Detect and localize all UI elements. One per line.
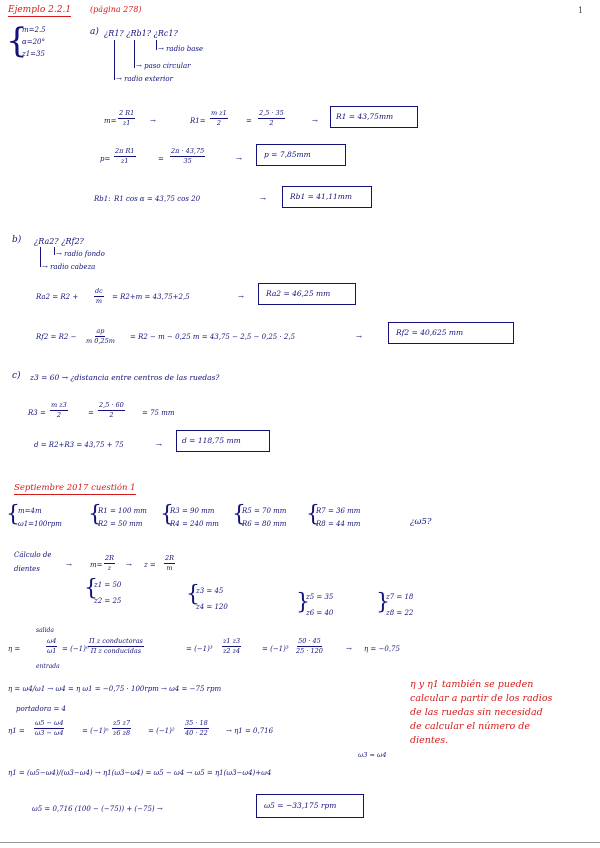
ratio-fraction [46, 638, 57, 654]
tree-item-radio-base: → radio base [158, 45, 204, 53]
ratio-product-num: Π z conductoras [89, 637, 143, 645]
given-module: m=2.5 [22, 26, 46, 34]
z-formula-num: 2R [105, 554, 115, 562]
rf-fraction-den: m 0,25m [86, 336, 115, 345]
ratio-product-den: Π z conducidas [90, 646, 142, 655]
eta1-fraction-den: ω3 − ω4 [35, 728, 64, 737]
tree-item-radio-fondo: → radio fondo [56, 250, 105, 258]
teeth-z2: z2 = 25 [94, 597, 122, 605]
ratio-eq2: = (−1)³ [262, 645, 289, 653]
ra-rhs: = R2+m = 43,75+2,5 [112, 293, 190, 301]
arrow: → [156, 441, 162, 449]
arrow: → [260, 195, 266, 203]
radius-r1: R1 = 100 mm [98, 507, 147, 515]
teeth-z8: z8 = 22 [386, 609, 414, 617]
arrow: → [66, 561, 72, 569]
ex2-given-omega: ω1=100rpm [18, 520, 62, 528]
r1-values-num: 2,5 · 35 [259, 109, 284, 117]
tree-line-b2 [54, 247, 55, 255]
tree-item-radio-cabeza: → radio cabeza [42, 263, 96, 271]
red-note-line-3: de las ruedas sin necesidad [410, 707, 543, 718]
ratio-product-fraction [88, 638, 144, 654]
ex2-question: ¿ω5? [410, 517, 432, 527]
r1-values-den: 2 [269, 118, 274, 127]
r-brace-1: { [88, 502, 102, 527]
p-values-fraction [170, 148, 205, 164]
planetary-label: portadora = 4 [16, 705, 67, 713]
ratio-z-num: z1 z3 [223, 637, 241, 645]
r3-values-fraction [98, 402, 125, 418]
radius-r6: R6 = 80 mm [242, 520, 287, 528]
tree-line-b [40, 247, 41, 267]
teeth-z4: z4 = 120 [196, 603, 228, 611]
calc-teeth-label [14, 548, 54, 576]
given-teeth: z1=35 [22, 50, 45, 58]
radius-r2: R2 = 50 mm [98, 520, 143, 528]
rf-result: Rf2 = 40,625 mm [396, 328, 464, 337]
p-lhs: p= [100, 155, 111, 163]
radius-r8: R8 = 44 mm [316, 520, 361, 528]
page-number: 1 [578, 6, 584, 15]
z-formula-lhs: m= [90, 561, 103, 569]
r-brace-2: { [160, 502, 174, 527]
ratio-values-fraction [296, 638, 323, 654]
calc-teeth-text: Cálculo de dientes [14, 551, 52, 573]
rb-result: Rb1 = 41,11mm [290, 192, 352, 201]
r-brace-3: { [232, 502, 246, 527]
givens-brace: { [6, 21, 28, 61]
z-solved-fraction [164, 555, 175, 571]
radius-r4: R4 = 240 mm [170, 520, 219, 528]
eta1-eq: = (−1)² [148, 727, 175, 735]
entrada-label: entrada [36, 663, 60, 670]
salida-label: salida [36, 627, 54, 634]
arrow: → [236, 155, 242, 163]
omega4-line: η = ω4/ω1 → ω4 = η ω1 = −0,75 · 100rpm → ω4 = −75 rpm [8, 685, 222, 693]
teeth-z7: z7 = 18 [386, 593, 414, 601]
tree-line-a [114, 40, 115, 80]
eta1-values-fraction [184, 720, 209, 736]
part-c-label: c) [12, 371, 21, 381]
ex2-given-module: m=4m [18, 507, 42, 515]
radius-r3: R3 = 90 mm [170, 507, 215, 515]
eta1-result: → η1 = 0,716 [226, 727, 274, 735]
m-fraction [118, 110, 135, 126]
ra-fraction-den: m [95, 296, 102, 305]
m-equation-lhs: m= [104, 117, 117, 125]
tree-line-a2 [134, 40, 135, 68]
eta1-z-den: z6 z8 [113, 728, 131, 737]
teeth-z1: z1 = 50 [94, 581, 122, 589]
z-brace-3: } [296, 590, 310, 615]
teeth-z6: z6 = 40 [306, 609, 334, 617]
eta1-fraction-num: ω5 − ω4 [35, 719, 64, 727]
z-solved-den: m [166, 563, 173, 572]
ex2-givens-brace: { [6, 502, 20, 527]
tree-item-radio-ext: → radio exterior [116, 75, 173, 83]
r-brace-4: { [306, 502, 320, 527]
rf-fraction-num: ap [96, 327, 105, 335]
tree-item-paso: → paso circular [136, 62, 191, 70]
r1-fraction-num: m z1 [211, 109, 227, 117]
p-values-den: 35 [183, 156, 192, 165]
z-brace-1: { [84, 576, 98, 601]
p-values-num: 2π · 43,75 [171, 147, 205, 155]
r1-lhs: R1= [190, 117, 206, 125]
r3-lhs: R3 = [28, 409, 46, 417]
example-title: Ejemplo 2.2.1 [8, 5, 72, 15]
eta1-values-den: 40 · 22 [185, 728, 208, 737]
arrow: → [346, 645, 352, 653]
part-b-label: b) [12, 235, 22, 245]
radius-r7: R7 = 36 mm [316, 507, 361, 515]
equals: = [88, 409, 94, 417]
rf-rhs: = R2 − m − 0,25 m = 43,75 − 2,5 − 0,25 · 2,5 [130, 333, 296, 341]
ratio-fraction-den: ω1 [47, 646, 57, 655]
z-brace-4: } [376, 590, 390, 615]
red-note [410, 678, 552, 748]
ra-result: Ra2 = 46,25 mm [266, 289, 331, 298]
z-formula-solved: z = [144, 561, 156, 569]
r1-fraction [210, 110, 228, 126]
m-fraction-den: z1 [122, 118, 131, 127]
part-a-label: a) [90, 27, 99, 37]
ratio-z-fraction [222, 638, 241, 654]
distance-result: d = 118,75 mm [182, 436, 241, 445]
arrow: → [126, 561, 132, 569]
radius-r5: R5 = 70 mm [242, 507, 287, 515]
part-b-question: ¿Ra2? ¿Rf2? [34, 237, 84, 246]
eta1-lhs: η1 = [8, 727, 25, 735]
red-note-line-5: dientes. [410, 735, 449, 746]
r3-rhs: = 75 mm [142, 409, 175, 417]
tree-line-a3 [156, 40, 157, 50]
part-a-question: ¿R1? ¿Rb1? ¿Rc1? [104, 29, 178, 38]
p-fraction-den: z1 [120, 156, 129, 165]
given-angle: α=20° [22, 38, 45, 46]
z-formula-den: z [107, 563, 112, 572]
eta1-sign: = (−1)ⁿ [82, 727, 109, 735]
ratio-sign: = (−1)ⁿ [62, 645, 89, 653]
eta1-z-fraction [112, 720, 131, 736]
equals: = [246, 117, 252, 125]
final-result: ω5 = −33,175 rpm [264, 801, 337, 810]
part-c-question: z3 = 60 → ¿distancia entre centros de las ruedas? [30, 373, 220, 382]
teeth-z3: z3 = 45 [196, 587, 224, 595]
p-result: p = 7,85mm [264, 150, 311, 159]
r3-fraction-num: m z3 [51, 401, 67, 409]
ratio-eq: = (−1)³ [186, 645, 213, 653]
ra-lhs: Ra2 = R2 + [36, 293, 79, 301]
page-reference: (página 278) [90, 5, 142, 14]
z-brace-2: { [186, 582, 200, 607]
rb-expression: R1 cos α = 43,75 cos 20 [114, 195, 201, 203]
eta1-z-num: z5 z7 [113, 719, 131, 727]
eta1-values-num: 35 · 18 [185, 719, 208, 727]
z-solved-num: 2R [165, 554, 175, 562]
arrow: → [238, 293, 244, 301]
distance-expression: d = R2+R3 = 43,75 + 75 [34, 441, 124, 449]
r1-fraction-den: 2 [216, 118, 221, 127]
r1-result: R1 = 43,75mm [336, 112, 394, 121]
ratio-z-den: z2 z4 [223, 646, 241, 655]
ratio-fraction-num: ω4 [47, 637, 57, 645]
ra-fraction [94, 288, 104, 304]
rb-lhs: Rb1: [94, 195, 111, 203]
ratio-values-num: 50 · 45 [298, 637, 321, 645]
p-fraction [114, 148, 136, 164]
ratio-lhs: η = [8, 645, 21, 653]
z-formula-fraction [104, 555, 115, 571]
arrow: → [150, 117, 156, 125]
r1-fraction-num-values [258, 110, 285, 126]
p-fraction-num: 2π R1 [115, 147, 135, 155]
arrow: → [312, 117, 318, 125]
eta1-fraction [34, 720, 64, 736]
ra-fraction-num: dc [95, 287, 103, 295]
arrow: → [356, 333, 362, 341]
exercise-2-title: Septiembre 2017 cuestión 1 [14, 483, 136, 493]
ratio-values-den: 25 · 120 [296, 646, 323, 655]
final-expression: ω5 = 0,716 (100 − (−75)) + (−75) → [32, 805, 163, 813]
ratio-result: η = −0,75 [364, 645, 400, 653]
r3-fraction-den: 2 [56, 410, 61, 419]
equals: = [158, 155, 164, 163]
red-note-line-2: calcular a partir de los radios [410, 693, 553, 704]
equation-line: η1 = (ω5−ω4)/(ω3−ω4) → η1(ω3−ω4) = ω5 − ω4 → ω5 = η1(ω3−ω4)+ω4 [8, 769, 272, 777]
r3-values-num: 2,5 · 60 [99, 401, 124, 409]
red-note-line-4: de calcular el número de [410, 721, 530, 732]
teeth-z5: z5 = 35 [306, 593, 334, 601]
rf-lhs: Rf2 = R2 − [36, 333, 77, 341]
r3-values-den: 2 [109, 410, 114, 419]
omega3-note: ω3 = ω4 [358, 751, 387, 759]
r3-fraction [50, 402, 68, 418]
page-bottom-rule [0, 842, 600, 843]
rf-fraction [86, 328, 115, 344]
red-note-line-1: η y η1 también se pueden [410, 679, 534, 690]
m-fraction-num: 2 R1 [119, 109, 135, 117]
